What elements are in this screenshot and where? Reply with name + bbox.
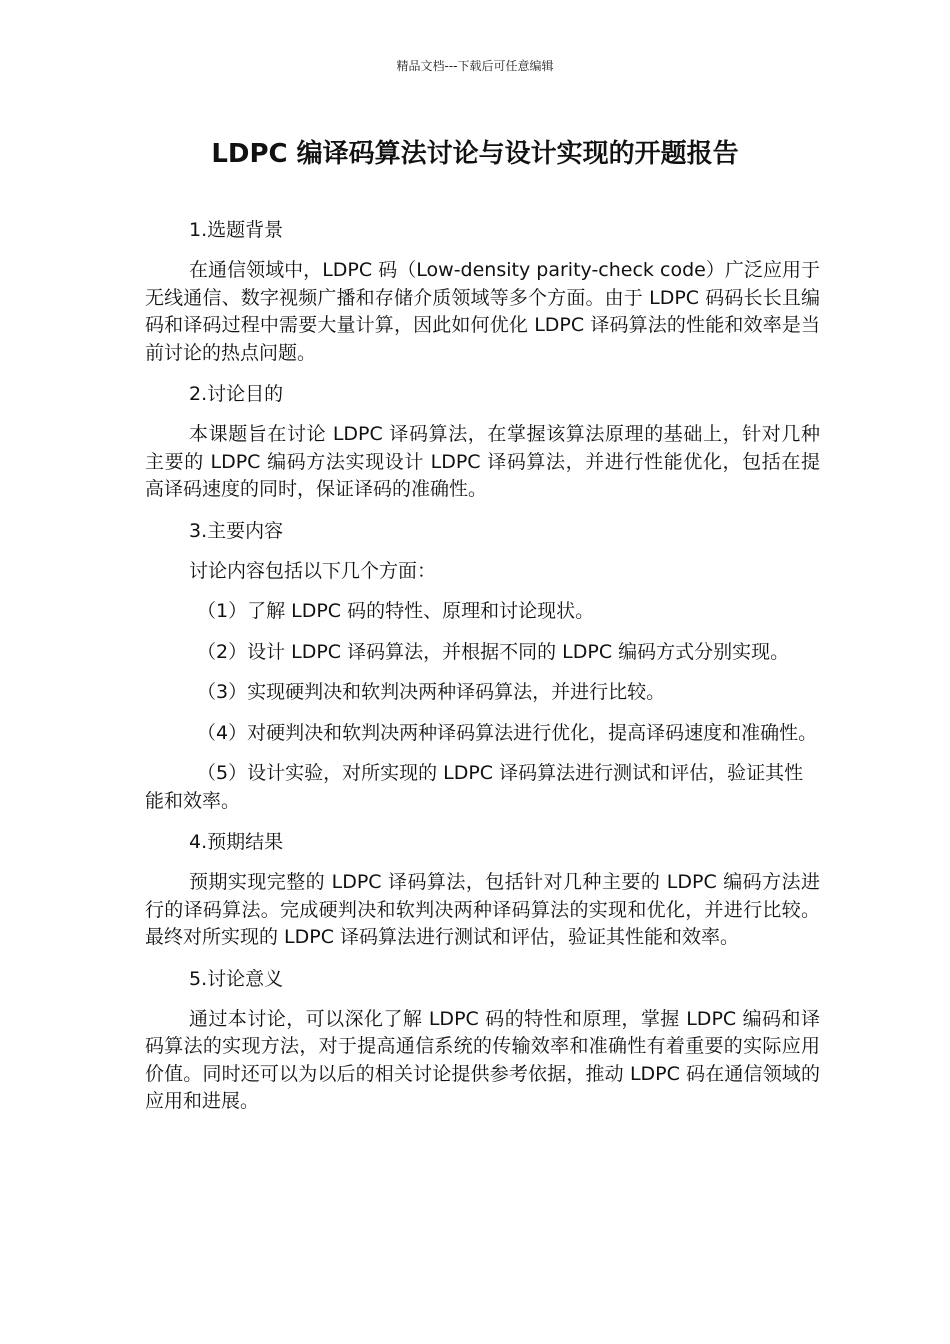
section-background bbox=[145, 216, 820, 367]
list-item: （4）对硬判决和软判决两种译码算法进行优化，提高译码速度和准确性。 bbox=[197, 721, 818, 744]
section-main-content bbox=[145, 517, 820, 816]
section-intro: 讨论内容包括以下几个方面： bbox=[189, 559, 437, 582]
section-significance bbox=[145, 965, 820, 1116]
list-item: （1）了解 LDPC 码的特性、原理和讨论现状。 bbox=[197, 600, 595, 622]
list-item: （2）设计 LDPC 译码算法，并根据不同的 LDPC 编码方式分别实现。 bbox=[197, 640, 790, 663]
list-item: （3）实现硬判决和软判决两种译码算法，并进行比较。 bbox=[197, 681, 666, 703]
section-paragraph: 预期实现完整的 LDPC 译码算法，包括针对几种主要的 LDPC 编码方法进行的译码算法。完成硬判决和软判决两种译码算法的实现和优化，并进行比较。最终对所实现的 LDPC 译码算法进行测试和评估，验证其性能和效率。 bbox=[145, 871, 820, 948]
list-item: （5）设计实验，对所实现的 LDPC 译码算法进行测试和评估，验证其性能和效率。 bbox=[145, 762, 804, 812]
header-note: 精品文档---下载后可任意编辑 bbox=[396, 59, 554, 73]
section-heading: 1.选题背景 bbox=[189, 219, 284, 241]
section-heading: 2.讨论目的 bbox=[189, 383, 284, 405]
section-paragraph: 在通信领域中，LDPC 码（Low-density parity-check code）广泛应用于无线通信、数字视频广播和存储介质领域等多个方面。由于 LDPC 码码长长且编码和译码过程中需要大量计算，因此如何优化 LDPC 译码算法的性能和效率是当前讨论的热点问题。 bbox=[145, 259, 820, 364]
document-title: LDPC 编译码算法讨论与设计实现的开题报告 bbox=[211, 139, 739, 169]
section-expected-results bbox=[145, 828, 820, 952]
section-purpose bbox=[145, 380, 820, 504]
section-paragraph: 本课题旨在讨论 LDPC 译码算法，在掌握该算法原理的基础上，针对几种主要的 LDPC 编码方法实现设计 LDPC 译码算法，并进行性能优化，包括在提高译码速度的同时，保证译码的准确性。 bbox=[145, 423, 820, 500]
document-body bbox=[145, 216, 820, 1129]
section-heading: 4.预期结果 bbox=[189, 831, 284, 853]
section-heading: 3.主要内容 bbox=[189, 519, 284, 542]
section-heading: 5.讨论意义 bbox=[189, 967, 284, 990]
section-paragraph: 通过本讨论，可以深化了解 LDPC 码的特性和原理，掌握 LDPC 编码和译码算法的实现方法，对于提高通信系统的传输效率和准确性有着重要的实际应用价值。同时还可以为以后的相关讨论提供参考依据，推动 LDPC 码在通信领域的应用和进展。 bbox=[145, 1007, 820, 1112]
